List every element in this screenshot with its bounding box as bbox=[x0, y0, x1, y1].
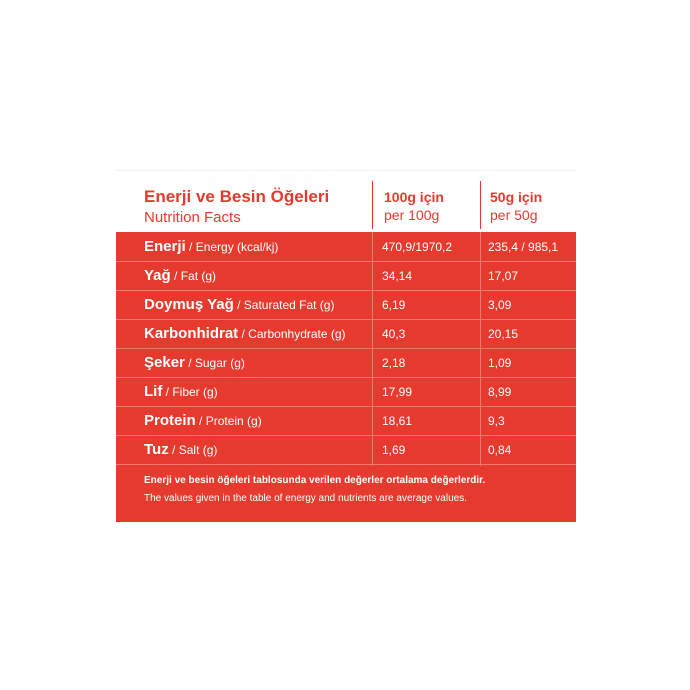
row-label-en: / Saturated Fat (g) bbox=[233, 298, 335, 312]
row-label-en: / Fat (g) bbox=[170, 269, 217, 283]
row-label-tr: Tuz bbox=[144, 441, 169, 458]
column-header-100g-tr: 100g için bbox=[384, 189, 444, 205]
table-row bbox=[116, 261, 576, 291]
value-per-100g: 1,69 bbox=[382, 443, 406, 457]
row-label-en: / Salt (g) bbox=[168, 443, 218, 457]
table-row bbox=[116, 435, 576, 465]
table-header bbox=[116, 170, 576, 233]
row-label-en: / Carbonhydrate (g) bbox=[238, 327, 346, 341]
row-label bbox=[144, 354, 245, 372]
value-per-100g: 18,61 bbox=[382, 414, 413, 428]
column-header-50g bbox=[490, 189, 542, 223]
row-label bbox=[144, 238, 278, 256]
column-header-50g-en: per 50g bbox=[490, 207, 538, 223]
value-per-50g: 235,4 / 985,1 bbox=[488, 240, 559, 254]
table-row bbox=[116, 319, 576, 349]
footnote-en: The values given in the table of energy and nutrients are average values. bbox=[144, 493, 467, 504]
value-per-50g: 1,09 bbox=[488, 356, 512, 370]
row-label bbox=[144, 296, 334, 314]
value-per-100g: 470,9/1970,2 bbox=[382, 240, 453, 254]
table-subtitle: Nutrition Facts bbox=[144, 209, 241, 226]
nutrition-table bbox=[116, 232, 576, 522]
row-label-tr: Karbonhidrat bbox=[144, 325, 239, 342]
row-label bbox=[144, 325, 346, 343]
row-label-tr: Doymuş Yağ bbox=[144, 296, 234, 313]
table-row bbox=[116, 290, 576, 320]
column-divider bbox=[372, 181, 373, 229]
value-per-50g: 17,07 bbox=[488, 269, 519, 283]
nutrition-facts-panel bbox=[116, 170, 576, 522]
row-label-tr: Şeker bbox=[144, 354, 185, 371]
table-row bbox=[116, 232, 576, 262]
row-label-tr: Yağ bbox=[144, 267, 171, 284]
table-row bbox=[116, 377, 576, 407]
table-title: Enerji ve Besin Öğeleri bbox=[144, 187, 330, 206]
row-label-tr: Lif bbox=[144, 383, 163, 400]
column-header-100g bbox=[384, 189, 444, 223]
row-label-en: / Protein (g) bbox=[195, 414, 262, 428]
value-per-50g: 9,3 bbox=[488, 414, 505, 428]
table-row bbox=[116, 348, 576, 378]
value-per-100g: 17,99 bbox=[382, 385, 413, 399]
value-per-100g: 40,3 bbox=[382, 327, 406, 341]
column-header-100g-en: per 100g bbox=[384, 207, 440, 223]
row-label bbox=[144, 267, 216, 285]
row-label bbox=[144, 441, 217, 459]
row-label bbox=[144, 412, 262, 430]
value-per-100g: 6,19 bbox=[382, 298, 406, 312]
row-label-en: / Fiber (g) bbox=[162, 385, 218, 399]
row-label-tr: Protein bbox=[144, 412, 196, 429]
column-divider bbox=[480, 181, 481, 229]
value-per-50g: 20,15 bbox=[488, 327, 519, 341]
column-header-50g-tr: 50g için bbox=[490, 189, 543, 205]
row-label bbox=[144, 383, 218, 401]
value-per-100g: 2,18 bbox=[382, 356, 406, 370]
row-label-en: / Sugar (g) bbox=[184, 356, 245, 370]
value-per-50g: 0,84 bbox=[488, 443, 512, 457]
table-row bbox=[116, 406, 576, 436]
value-per-50g: 3,09 bbox=[488, 298, 512, 312]
row-label-en: / Energy (kcal/kj) bbox=[185, 240, 279, 254]
row-label-tr: Enerji bbox=[144, 238, 186, 255]
value-per-50g: 8,99 bbox=[488, 385, 512, 399]
value-per-100g: 34,14 bbox=[382, 269, 413, 283]
footnote-tr: Enerji ve besin öğeleri tablosunda verilen değerler ortalama değerlerdir. bbox=[144, 475, 486, 486]
